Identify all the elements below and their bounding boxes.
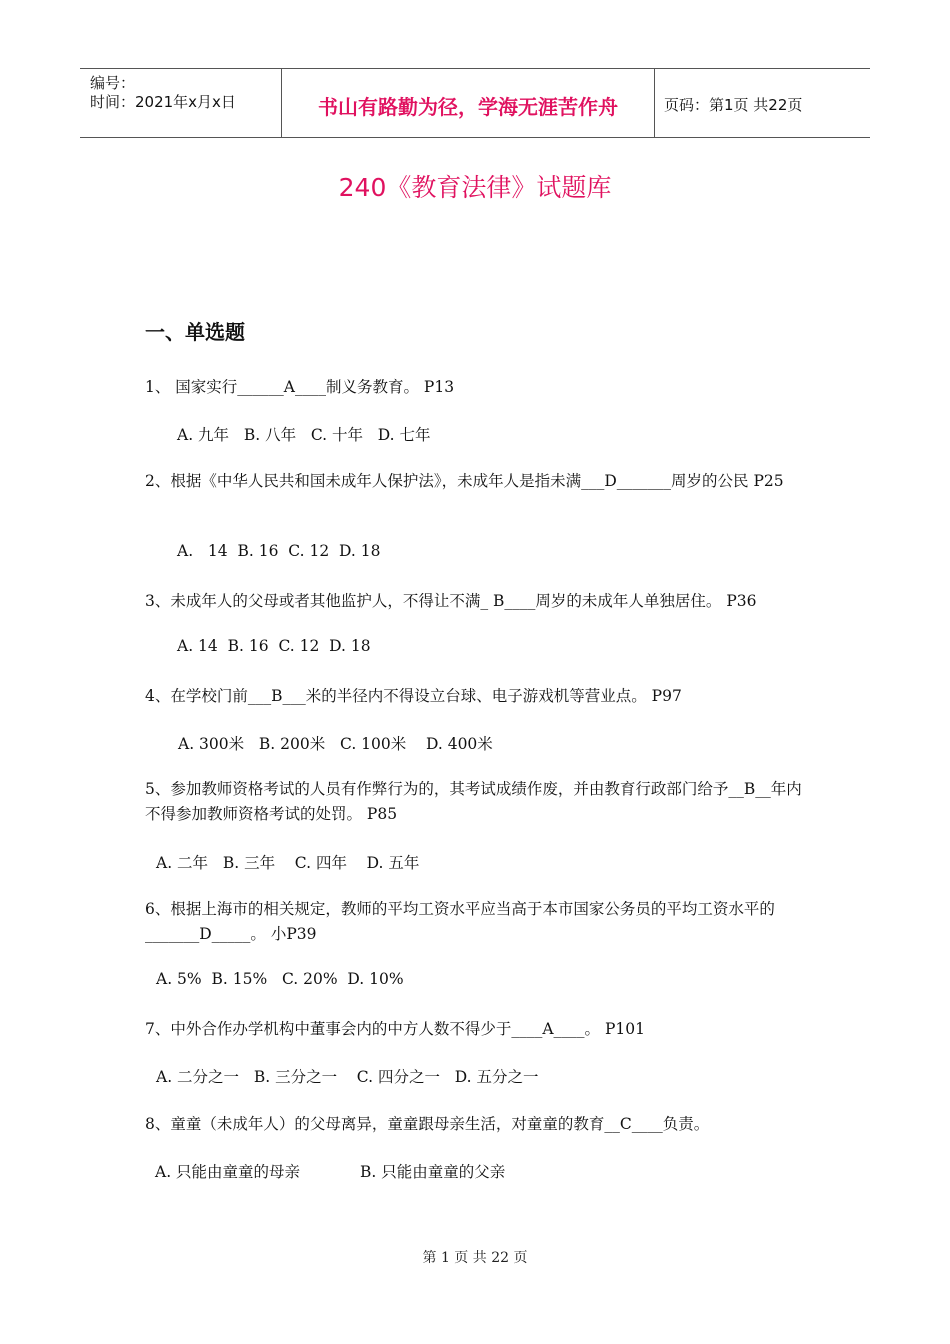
header-page-info: 页码：第1页 共22页 [664,96,803,114]
page-footer: 第 1 页 共 22 页 [422,1250,528,1266]
question-2: 2、根据《中华人民共和国未成年人保护法》，未成年人是指未满___D_______周岁的公民 P25 [145,472,784,490]
header-meta-cell [80,69,280,137]
question-3: 3、未成年人的父母或者其他监护人，不得让不满_ B____周岁的未成年人单独居住。 P36 [145,592,757,610]
question-7-options: A. 二分之一 B. 三分之一 C. 四分之一 D. 五分之一 [156,1068,539,1086]
question-8: 8、童童（未成年人）的父母离异，童童跟母亲生活，对童童的教育__C____负责。 [145,1115,710,1133]
question-8-option-a: A. 只能由童童的母亲 [155,1163,301,1181]
question-6-options: A. 5% B. 15% C. 20% D. 10% [156,970,404,988]
question-6: 6、根据上海市的相关规定，教师的平均工资水平应当高于本市国家公务员的平均工资水平的_______D_____。 小P39 [145,900,775,943]
header-page-cell [654,69,870,137]
document-time-label: 时间：2021年x月x日 [90,93,236,111]
question-5: 5、参加教师资格考试的人员有作弊行为的，其考试成绩作废，并由教育行政部门给予__B__年内不得参加教师资格考试的处罚。 P85 [145,780,802,823]
question-3-options: A. 14 B. 16 C. 12 D. 18 [177,637,371,655]
page-header [80,68,870,138]
question-7: 7、中外合作办学机构中董事会内的中方人数不得少于____A____。 P101 [145,1020,645,1038]
document-title: 240《教育法律》试题库 [338,173,612,202]
section-title: 一、单选题 [145,320,245,344]
question-8-options [155,1160,505,1182]
question-8-option-b: B. 只能由童童的父亲 [360,1163,506,1181]
question-4: 4、在学校门前___B___米的半径内不得设立台球、电子游戏机等营业点。 P97 [145,687,682,705]
header-motto: 书山有路勤为径，学海无涯苦作舟 [318,95,618,119]
question-1: 1、 国家实行______A____制义务教育。 P13 [145,378,455,396]
document-number-label: 编号： [90,74,136,92]
header-motto-cell [281,69,655,137]
question-5-options: A. 二年 B. 三年 C. 四年 D. 五年 [156,854,420,872]
question-1-options: A. 九年 B. 八年 C. 十年 D. 七年 [177,426,431,444]
question-4-options: A. 300米 B. 200米 C. 100米 D. 400米 [178,735,493,753]
question-2-options: A. 14 B. 16 C. 12 D. 18 [177,542,381,560]
